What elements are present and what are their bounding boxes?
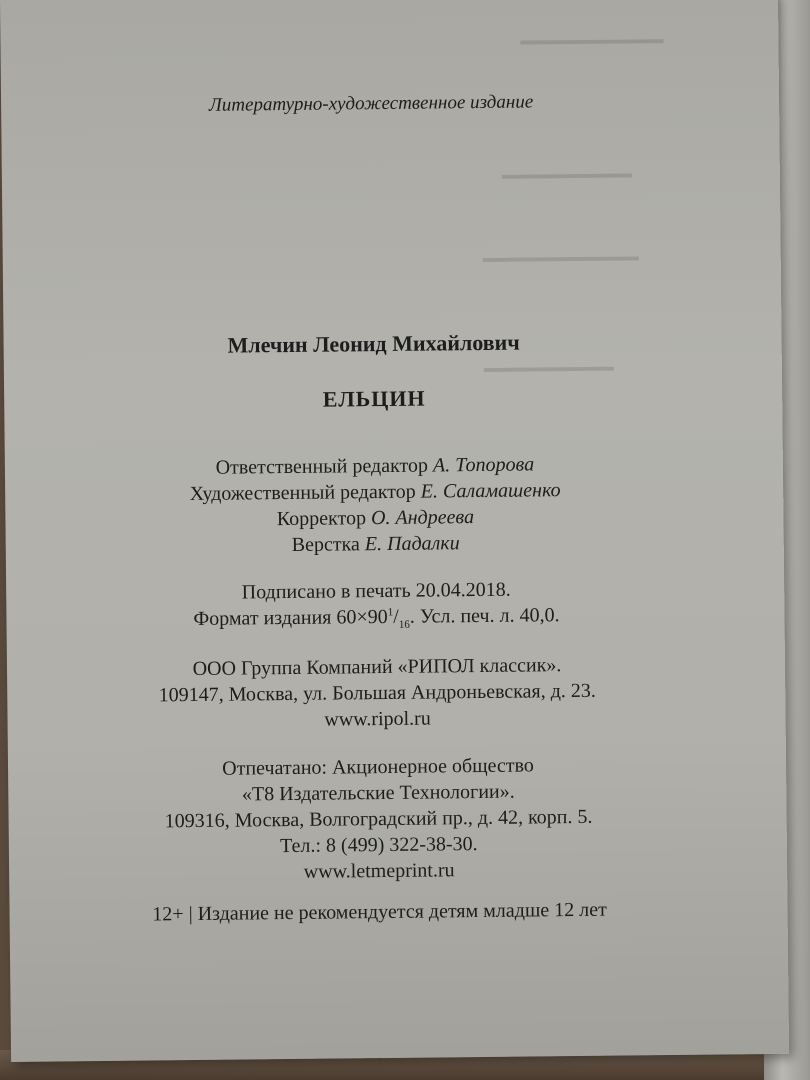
credit-name: Е. Саламашенко	[420, 479, 561, 503]
printer-company: «Т8 Издательские Технологии».	[241, 780, 515, 806]
show-through-text: ▬▬▬▬▬▬▬▬▬▬	[501, 165, 632, 182]
age-rating-line	[9, 897, 749, 928]
printer-phone: Тел.: 8 (499) 322-38-30.	[279, 833, 478, 858]
format-denominator: 16	[398, 618, 410, 631]
credit-role: Ответственный редактор	[215, 454, 429, 479]
credit-role: Корректор	[276, 507, 367, 531]
author-name: Млечин Леонид Михайлович	[227, 329, 520, 358]
show-through-text: ▬▬▬▬▬▬▬▬▬▬▬	[520, 31, 664, 48]
credit-line	[5, 451, 745, 482]
credit-name: Е. Падалки	[364, 532, 460, 556]
format-prefix: Формат издания 60×90	[193, 605, 388, 631]
credit-line	[5, 503, 745, 534]
credit-line	[5, 477, 745, 508]
publisher-address: 109147, Москва, ул. Большая Андроньевская, д. 23.	[158, 679, 596, 707]
show-through-text: ▬▬▬▬▬▬▬▬▬▬	[483, 358, 614, 375]
show-through-text: ▬▬▬▬▬▬▬▬▬▬▬▬	[482, 248, 639, 265]
publisher-website: www.ripol.ru	[324, 707, 431, 731]
credit-role: Художественный редактор	[189, 480, 416, 506]
age-note: Издание не рекомендуется детям младше 12 лет	[197, 898, 607, 925]
age-divider: |	[188, 902, 198, 926]
credit-name: А. Топорова	[432, 453, 535, 477]
publisher-name: ООО Группа Компаний «РИПОЛ классик».	[192, 654, 562, 681]
printer-line: Отпечатано: Акционерное общество	[222, 754, 534, 780]
format-suffix: . Усл. печ. л. 40,0.	[409, 604, 560, 628]
credit-line	[6, 529, 746, 560]
edition-type: Литературно-художественное издание	[208, 91, 534, 116]
credit-role: Верстка	[291, 533, 360, 556]
format-numerator: 1	[387, 606, 394, 619]
age-rating-badge: 12+	[152, 903, 184, 926]
book-title: ЕЛЬЦИН	[322, 385, 426, 412]
print-format: Формат издания $60\times 90^1/_{16}$. Усл. печ. л. 40,0.	[193, 604, 560, 631]
credit-name: О. Андреева	[370, 506, 475, 530]
printer-address: 109316, Москва, Волгоградский пр., д. 42, корп. 5.	[164, 805, 593, 833]
printer-website: www.letmeprint.ru	[303, 859, 455, 883]
signed-date: Подписано в печать 20.04.2018.	[241, 578, 511, 604]
